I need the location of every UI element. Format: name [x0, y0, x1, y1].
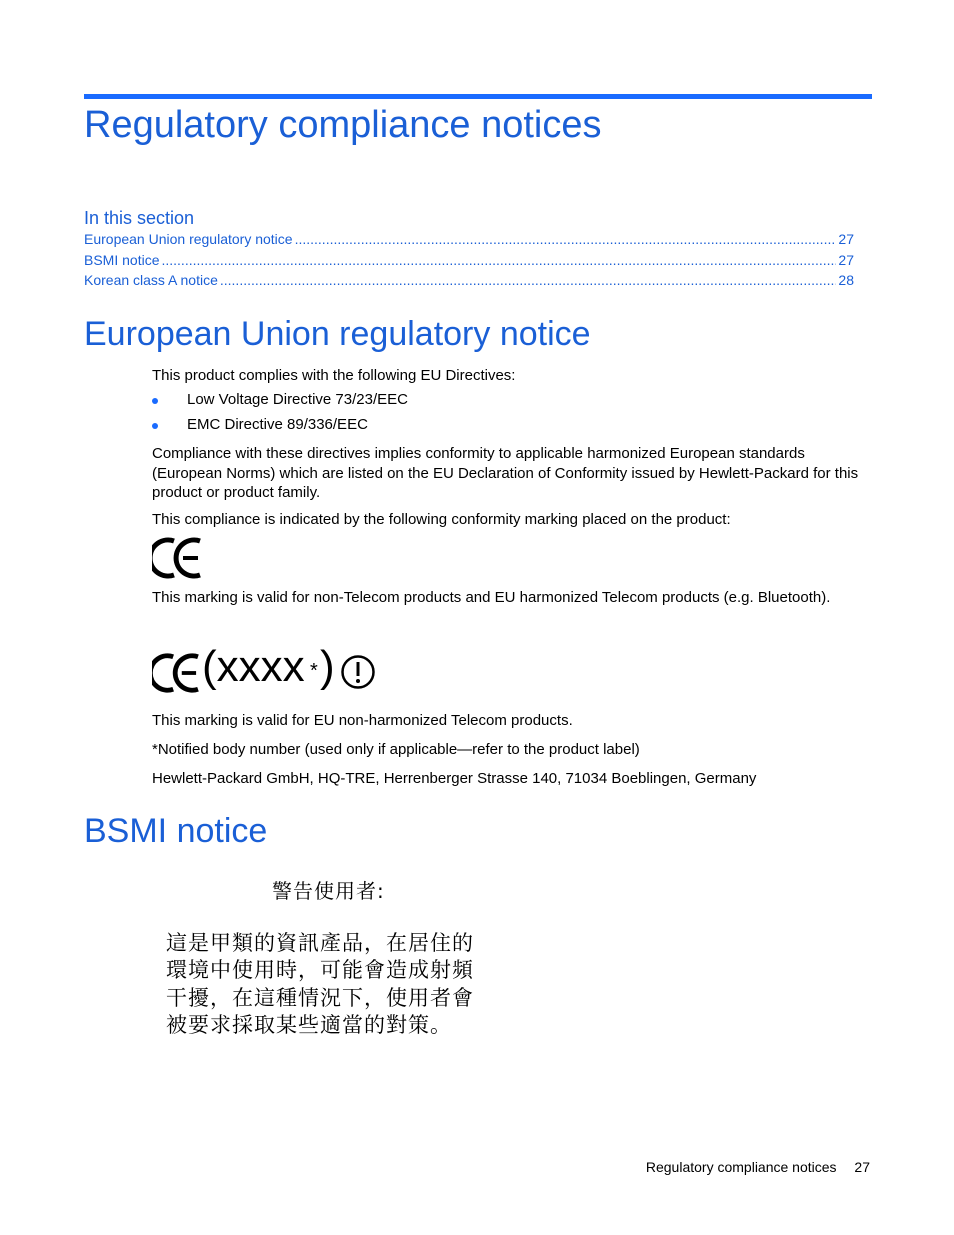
- directive-text: EMC Directive 89/336/EEC: [187, 416, 368, 433]
- eu-compliance-text: Compliance with these directives implies conformity to applicable harmonized European standards (European Norms) which are listed on the EU Declaration of Conformity issued by Hewlett-Packard for this product or product family.: [152, 445, 859, 501]
- marking-valid-text-1: This marking is valid for non-Telecom products and EU harmonized Telecom products (e.g. Bluetooth).: [152, 589, 831, 606]
- toc-item-label: European Union regulatory notice: [84, 231, 293, 247]
- toc-item-bsmi[interactable]: [84, 252, 854, 273]
- eu-indicated-text: This compliance is indicated by the following conformity marking placed on the product:: [152, 511, 731, 528]
- bsmi-heading: BSMI notice: [84, 812, 268, 850]
- toc-item-eu[interactable]: [84, 231, 854, 252]
- eu-heading: European Union regulatory notice: [84, 315, 591, 353]
- toc-item-label: Korean class A notice: [84, 272, 218, 288]
- toc-leader: [220, 272, 837, 288]
- hp-address: Hewlett-Packard GmbH, HQ-TRE, Herrenberger Strasse 140, 71034 Boeblingen, Germany: [152, 770, 757, 787]
- notified-body-note: *Notified body number (used only if applicable—refer to the product label): [152, 741, 640, 758]
- notified-body-star: *: [310, 660, 318, 682]
- ce-mark-icon: [152, 652, 202, 694]
- toc-leader: [295, 231, 837, 247]
- toc-item-page: 28: [838, 272, 854, 288]
- footer-label: Regulatory compliance notices: [645, 1159, 837, 1175]
- bsmi-warning-title: 警告使用者:: [272, 879, 385, 903]
- bsmi-line: 環境中使用時，可能會造成射頻: [166, 958, 474, 982]
- bsmi-line: 這是甲類的資訊產品，在居住的: [166, 931, 474, 955]
- toc-item-korean[interactable]: [84, 272, 854, 293]
- toc-item-page: 27: [838, 251, 854, 268]
- bullet-icon: [152, 398, 158, 404]
- alert-circle-icon: [340, 654, 376, 690]
- in-this-section-label: In this section: [84, 208, 195, 228]
- notified-body-number: (xxxx: [202, 642, 305, 691]
- bsmi-line: 干擾，在這種情況下，使用者會: [166, 986, 474, 1010]
- page-footer: [646, 1159, 870, 1175]
- bsmi-line: 被要求採取某些適當的對策。: [166, 1013, 452, 1037]
- toc-item-page: 27: [838, 231, 854, 247]
- directive-text: Low Voltage Directive 73/23/EEC: [187, 391, 408, 408]
- toc-item-label: BSMI notice: [84, 251, 160, 268]
- bullet-icon: [152, 423, 158, 429]
- table-of-contents: [84, 231, 854, 293]
- notified-body-close: ): [320, 642, 335, 691]
- eu-intro: This product complies with the following EU Directives:: [152, 367, 516, 384]
- title-rule: [84, 94, 872, 99]
- toc-leader: [161, 252, 836, 268]
- ce-mark-icon: [152, 536, 204, 580]
- footer-page-number: 27: [854, 1159, 870, 1175]
- page-title: Regulatory compliance notices: [84, 104, 602, 146]
- marking-valid-text-2: This marking is valid for EU non-harmonized Telecom products.: [152, 712, 573, 729]
